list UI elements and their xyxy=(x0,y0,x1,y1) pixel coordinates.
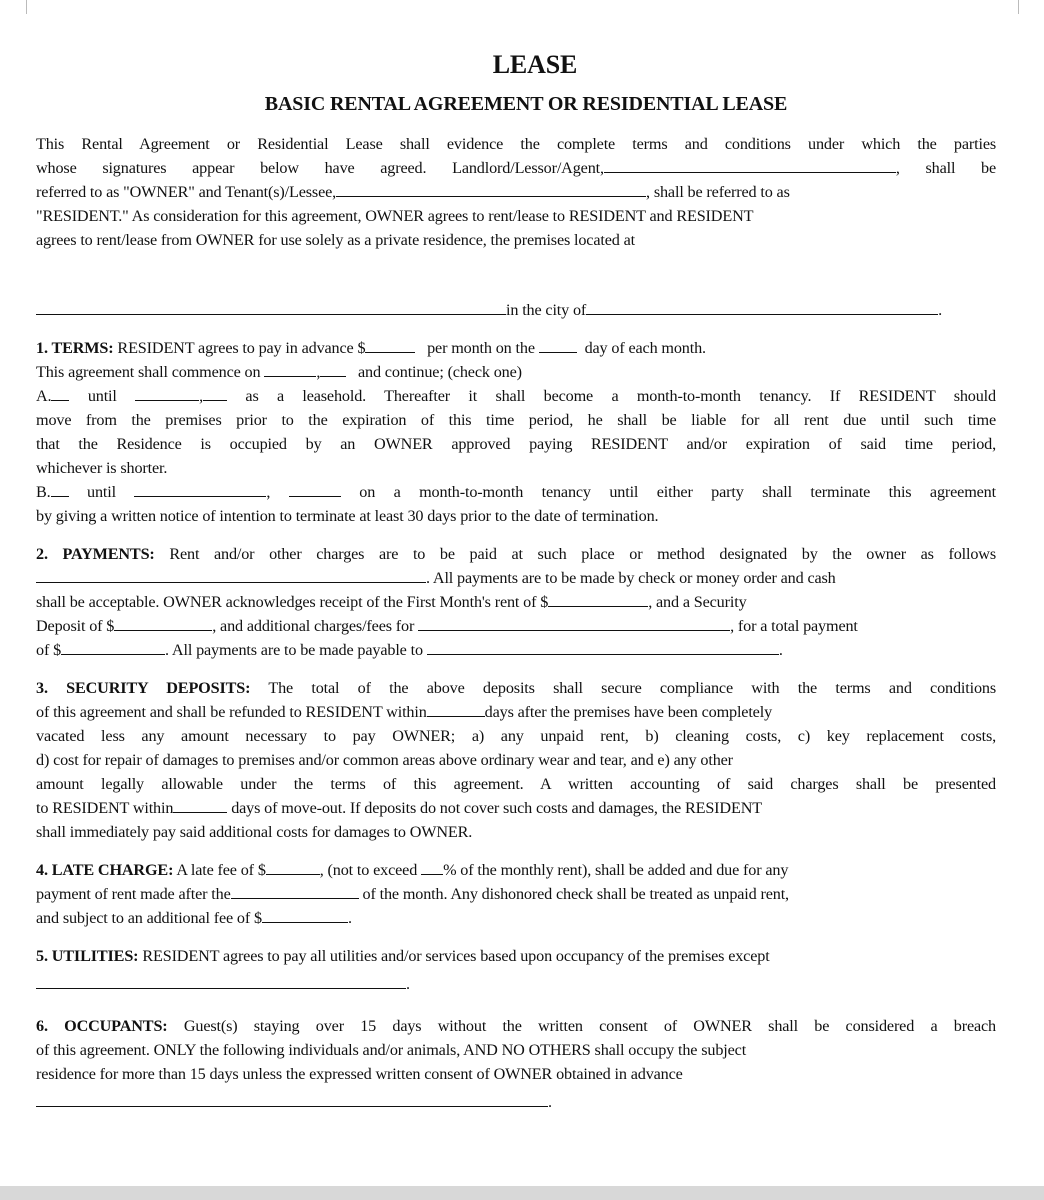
terms-line xyxy=(36,480,996,504)
payments-text: , for a total payment xyxy=(730,617,858,635)
viewer-bottom-bar xyxy=(0,1186,1044,1200)
document-title: LEASE xyxy=(492,50,578,79)
terms-line xyxy=(36,336,996,360)
payments-line xyxy=(36,542,996,566)
security-line: d) cost for repair of damages to premises and/or common areas above ordinary wear and tear, and e) any other xyxy=(36,751,733,769)
terms-text: , xyxy=(316,363,321,381)
payments-heading: 2. PAYMENTS: xyxy=(36,545,155,563)
terms-text: per month on the xyxy=(427,339,535,357)
security-text: days of move-out. If deposits do not cover such costs and damages, the RESIDENT xyxy=(231,799,762,817)
security-text: The total of the above deposits shall secure compliance with the terms and conditions xyxy=(268,679,996,697)
late-text: , (not to exceed xyxy=(319,861,418,879)
terms-line: move from the premises prior to the expiration of this time period, he shall be liable for all rent due until such time xyxy=(36,411,996,429)
payments-text: . xyxy=(778,641,783,659)
intro-text: whose signatures appear below have agreed. Landlord/Lessor/Agent, xyxy=(36,159,604,177)
late-charge-section xyxy=(36,858,996,930)
payments-text: Rent and/or other charges are to be paid at such place or method designated by the owner as follows xyxy=(169,545,996,563)
utilities-heading: 5. UTILITIES: xyxy=(36,947,139,965)
month-to-month-year-blank[interactable] xyxy=(289,481,341,497)
intro-text: in the city of xyxy=(506,301,587,319)
occupants-line xyxy=(36,1014,996,1038)
security-text: days after the premises have been completely xyxy=(484,703,773,721)
late-text: of the month. Any dishonored check shall be treated as unpaid rent, xyxy=(362,885,789,903)
utilities-exceptions-blank[interactable] xyxy=(36,973,406,989)
security-line xyxy=(36,796,996,820)
premises-address-blank[interactable] xyxy=(36,299,506,315)
terms-line: whichever is shorter. xyxy=(36,459,168,477)
terms-line xyxy=(36,384,996,408)
security-line: vacated less any amount necessary to pay OWNER; a) any unpaid rent, b) cleaning costs, c) key replacement costs, xyxy=(36,727,996,745)
commence-year-blank[interactable] xyxy=(320,361,346,377)
terms-line xyxy=(36,360,996,384)
security-line: shall immediately pay said additional costs for damages to OWNER. xyxy=(36,823,473,841)
security-line xyxy=(36,700,996,724)
commence-date-blank[interactable] xyxy=(264,361,316,377)
late-text: payment of rent made after the xyxy=(36,885,231,903)
rent-day-blank[interactable] xyxy=(539,337,577,353)
intro-text: . xyxy=(938,301,943,319)
payments-text: . All payments are to be made payable to xyxy=(165,641,423,659)
intro-text: , shall be referred to as xyxy=(646,183,790,201)
payments-text: , and a Security xyxy=(648,593,747,611)
lease-document xyxy=(36,48,996,1114)
payments-text: Deposit of $ xyxy=(36,617,115,635)
intro-line xyxy=(36,180,996,204)
late-heading: 4. LATE CHARGE: xyxy=(36,861,174,879)
terms-text: This agreement shall commence on xyxy=(36,363,261,381)
terms-text: on a month-to-month tenancy until either party shall terminate this agreement xyxy=(359,483,996,501)
payments-line xyxy=(36,590,996,614)
intro-line: agrees to rent/lease from OWNER for use solely as a private residence, the premises located at xyxy=(36,231,635,249)
terms-line: by giving a written notice of intention to terminate at least 30 days prior to the date of termination. xyxy=(36,507,659,525)
security-deposit-blank[interactable] xyxy=(114,615,212,631)
payments-line xyxy=(36,638,996,662)
payment-method-blank[interactable] xyxy=(36,567,426,583)
late-line xyxy=(36,858,996,882)
utilities-line xyxy=(36,972,996,996)
occupants-text: Guest(s) staying over 15 days without the written consent of OWNER shall be considered a breach xyxy=(183,1017,996,1035)
crop-mark-left xyxy=(26,0,27,14)
rent-amount-blank[interactable] xyxy=(365,337,415,353)
security-line: amount legally allowable under the terms of this agreement. A written accounting of said charges shall be presented xyxy=(36,775,996,793)
option-a-label: A. xyxy=(36,387,52,405)
occupants-line: of this agreement. ONLY the following individuals and/or animals, AND NO OTHERS shall occupy the subject xyxy=(36,1041,747,1059)
occupants-list-blank[interactable] xyxy=(36,1091,548,1107)
security-deposits-section xyxy=(36,676,996,844)
intro-line xyxy=(36,156,996,180)
security-text: to RESIDENT within xyxy=(36,799,174,817)
late-text: A late fee of $ xyxy=(176,861,266,879)
occupants-heading: 6. OCCUPANTS: xyxy=(36,1017,168,1035)
late-fee-percent-blank[interactable] xyxy=(421,859,443,875)
terms-text: , xyxy=(199,387,204,405)
landlord-name-blank[interactable] xyxy=(604,157,896,173)
intro-text: , shall be xyxy=(895,159,996,177)
terms-text: as a leasehold. Thereafter it shall become a month-to-month tenancy. If RESIDENT should xyxy=(245,387,996,405)
refund-days-blank[interactable] xyxy=(427,701,485,717)
occupants-text: . xyxy=(548,1093,552,1111)
option-b-label: B. xyxy=(36,483,51,501)
total-payment-blank[interactable] xyxy=(61,639,165,655)
late-text: % of the monthly rent), shall be added and due for any xyxy=(443,861,789,879)
utilities-text: RESIDENT agrees to pay all utilities and/or services based upon occupancy of the premises except xyxy=(142,947,770,965)
intro-line: "RESIDENT." As consideration for this agreement, OWNER agrees to rent/lease to RESIDENT and RESIDENT xyxy=(36,207,754,225)
terms-section xyxy=(36,336,996,528)
city-blank[interactable] xyxy=(586,299,938,315)
payments-text: shall be acceptable. OWNER acknowledges receipt of the First Month's rent of $ xyxy=(36,593,549,611)
payments-line xyxy=(36,614,996,638)
intro-section xyxy=(36,132,996,322)
late-day-blank[interactable] xyxy=(231,883,359,899)
terms-text: until xyxy=(87,483,116,501)
payments-line xyxy=(36,566,996,590)
security-line xyxy=(36,676,996,700)
payments-section xyxy=(36,542,996,662)
utilities-text: . xyxy=(406,975,410,993)
payments-text: . All payments are to be made by check or money order and cash xyxy=(426,569,836,587)
intro-text: referred to as "OWNER" and Tenant(s)/Lessee, xyxy=(36,183,337,201)
late-text: and subject to an additional fee of $ xyxy=(36,909,262,927)
late-text: . xyxy=(347,909,352,927)
crop-mark-right xyxy=(1018,0,1019,14)
terms-heading: 1. TERMS: xyxy=(36,339,114,357)
move-out-days-blank[interactable] xyxy=(173,797,227,813)
payments-text: of $ xyxy=(36,641,62,659)
late-fee-blank[interactable] xyxy=(266,859,320,875)
document-subtitle: BASIC RENTAL AGREEMENT OR RESIDENTIAL LEASE xyxy=(264,93,788,115)
occupants-line xyxy=(36,1090,996,1114)
leasehold-end-date-blank[interactable] xyxy=(135,385,199,401)
terms-text: day of each month. xyxy=(584,339,706,357)
occupants-section xyxy=(36,1014,996,1114)
month-to-month-date-blank[interactable] xyxy=(134,481,266,497)
payments-text: , and additional charges/fees for xyxy=(212,617,415,635)
terms-text: , xyxy=(266,483,271,501)
utilities-section xyxy=(36,944,996,996)
leasehold-end-year-blank[interactable] xyxy=(203,385,227,401)
option-a-checkbox-blank[interactable] xyxy=(51,385,69,401)
utilities-line xyxy=(36,944,996,968)
dishonored-check-fee-blank[interactable] xyxy=(262,907,348,923)
first-month-rent-blank[interactable] xyxy=(548,591,648,607)
security-heading: 3. SECURITY DEPOSITS: xyxy=(36,679,251,697)
terms-text: until xyxy=(87,387,117,405)
terms-text: RESIDENT agrees to pay in advance $ xyxy=(117,339,366,357)
terms-text: and continue; (check one) xyxy=(357,363,522,381)
intro-line xyxy=(36,298,996,322)
tenant-name-blank[interactable] xyxy=(336,181,646,197)
terms-line: that the Residence is occupied by an OWNER approved paying RESIDENT and/or expiration of said time period, xyxy=(36,435,996,453)
additional-charges-blank[interactable] xyxy=(418,615,730,631)
payee-blank[interactable] xyxy=(427,639,779,655)
occupants-line: residence for more than 15 days unless the expressed written consent of OWNER obtained in advance xyxy=(36,1065,683,1083)
intro-line: This Rental Agreement or Residential Lease shall evidence the complete terms and conditions under which the parties xyxy=(36,135,996,153)
late-line xyxy=(36,906,996,930)
security-text: of this agreement and shall be refunded to RESIDENT within xyxy=(36,703,427,721)
option-b-checkbox-blank[interactable] xyxy=(51,481,69,497)
late-line xyxy=(36,882,996,906)
